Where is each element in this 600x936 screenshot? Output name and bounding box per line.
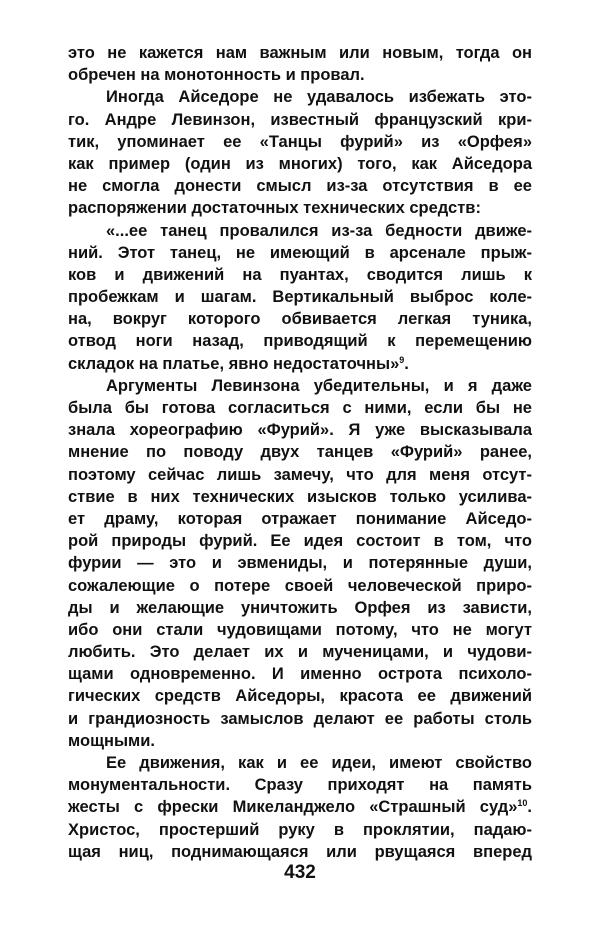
text-line [68,708,532,730]
text-line [68,774,532,796]
text-line-content: го. Андре Левинзон, известный французский кри- [68,110,532,129]
text-line-content: отвод ноги назад, приводящий к перемещению [68,332,532,351]
text-line-content: тик, упоминает ее «Танцы фурий» из «Орфея» [68,132,532,151]
text-line [68,286,532,308]
text-line-content: складок на платье, явно недостаточны» [68,354,400,373]
text-line-content: «...ее танец провалился из-за бедности движе- [106,221,532,240]
text-line [68,508,532,530]
punctuation: . [404,354,409,373]
text-line [68,552,532,574]
text-line-content: и грандиозность замыслов делают ее работы столь [68,709,532,728]
text-line-content: не смогла донести смысл из-за отсутствия в ее [68,177,532,196]
text-line-content: поэтому сейчас лишь замечу, что для меня отсут- [68,465,532,484]
footnote-marker[interactable]: 9 [399,354,405,365]
paragraph [68,42,532,86]
text-line-content: как пример (один из многих) того, как Айседора [68,154,532,173]
punctuation: . [527,798,532,817]
text-line [68,375,532,397]
text-line-content: Аргументы Левинзона убедительны, и я даже [106,376,532,395]
text-line [68,641,532,663]
page-number: 432 [284,862,316,883]
text-line-content: была бы готова согласиться с ними, если бы не [68,399,532,417]
text-line-content: рой природы фурий. Ее идея состоит в том, что [68,532,532,551]
text-line [68,175,532,197]
paragraph [68,220,532,375]
text-line-content: сожалеющие о потере своей человеческой приро- [68,576,532,595]
text-line [68,86,532,108]
text-line [68,264,532,286]
text-line-content: мнение по поводу двух танцев «Фурий» ранее, [68,443,532,462]
text-line-content: мощными. [68,731,155,750]
text-line [68,575,532,597]
paragraph [68,375,532,752]
text-line [68,64,532,86]
text-line-content: обречен на монотонность и провал. [68,66,365,85]
text-line-content: распоряжении достаточных технических средств: [68,199,481,218]
text-line-content: ний. Этот танец, не имеющий в арсенале прыж- [68,243,532,262]
text-line-content: ет драму, которая отражает понимание Айседо- [68,509,532,528]
text-line [68,752,532,774]
text-line [68,330,532,352]
text-line [68,530,532,552]
text-line [68,220,532,242]
text-line-content: Иногда Айседоре не удавалось избежать это- [106,88,532,107]
book-page-text [68,42,532,863]
text-line-content: это не кажется нам важным или новым, тогда он [68,44,532,62]
text-line [68,663,532,685]
text-line [68,796,532,818]
text-line-content: гических средств Айседоры, красота ее движений [68,687,532,706]
text-line [68,486,532,508]
text-line [68,597,532,619]
text-line [68,841,532,863]
footnote-marker[interactable]: 10 [517,798,528,809]
text-line-content: на, вокруг которого обвивается легкая туника, [68,310,532,329]
text-line [68,441,532,463]
text-line-content: Ее движения, как и ее идеи, имеют свойство [106,754,532,772]
paragraph [68,86,532,219]
text-line [68,109,532,131]
text-line-content: фурии — это и эвмениды, и потерянные души, [68,554,532,573]
text-line-content: ибо они стали чудовищами потому, что не могут [68,620,532,639]
text-line-content: пробежкам и шагам. Вертикальный выброс коле- [68,288,532,307]
paragraph [68,752,532,863]
text-line [68,242,532,264]
text-line-content: жесты с фрески Микеланджело «Страшный суд» [68,798,518,817]
text-line [68,397,532,419]
text-line [68,685,532,707]
text-line [68,730,532,752]
text-line [68,197,532,219]
text-line-content: Христос, простерший руку в проклятии, падаю- [68,820,532,839]
text-line-content: щая ниц, поднимающаяся или рвущаяся вперед [68,842,532,861]
text-line [68,819,532,841]
text-line [68,353,532,375]
text-line [68,464,532,486]
text-line-content: ды и желающие уничтожить Орфея из зависти, [68,598,532,617]
text-line-content: монументальности. Сразу приходят на память [68,776,532,795]
text-line [68,42,532,64]
text-line [68,308,532,330]
text-line [68,153,532,175]
text-line-content: ков и движений на пуантах, сводится лишь к [68,265,532,284]
text-line-content: любить. Это делает их и мученицами, и чудови- [68,643,532,662]
text-line-content: щами одновременно. И именно острота психоло- [68,665,532,684]
text-line [68,131,532,153]
text-line [68,619,532,641]
text-line-content: ствие в них технических изысков только усилива- [68,487,532,506]
text-line [68,419,532,441]
text-line-content: знала хореографию «Фурий». Я уже высказывала [68,421,532,440]
